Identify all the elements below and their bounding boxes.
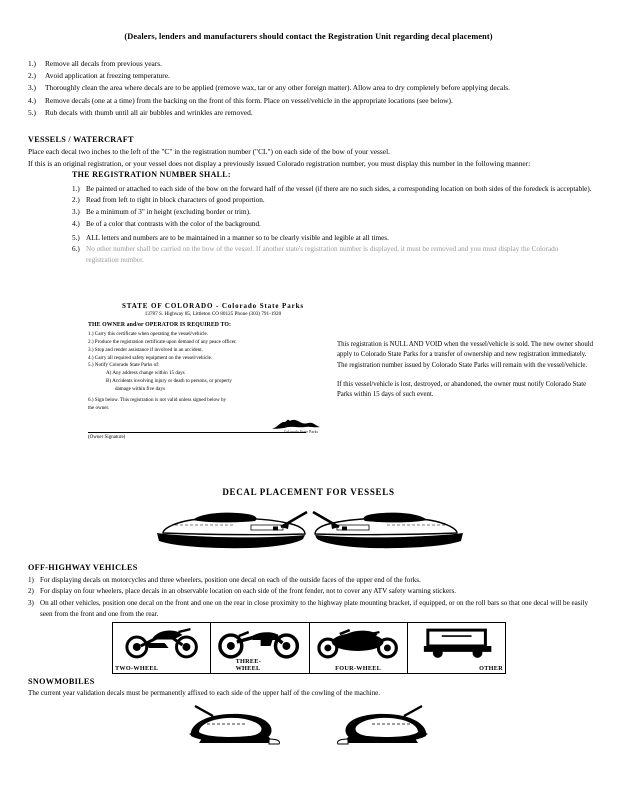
item-number: 2.): [72, 196, 80, 205]
vessels-paragraph-1: Place each decal two inches to the left of the "C" in the registration number ("CL") on each side of the bow of your vessel.: [28, 146, 390, 156]
list-item-sub-b: B) Accidents involving injury or death to persons, or property: [106, 378, 232, 384]
vehicle-category-other: [408, 623, 505, 673]
item-text: Read from left to right in block characters of good proportion.: [86, 196, 265, 205]
vehicle-category-label: TWO-WHEEL: [115, 665, 159, 672]
list-item-sub-a: A) Any address change within 15 days: [106, 370, 185, 377]
right-notices: [337, 340, 595, 409]
list-item: [28, 598, 594, 620]
list-item: [28, 82, 588, 94]
list-item: 2.) Produce the registration certificate upon demand of any peace officer.: [88, 339, 237, 346]
decal-placement-heading: DECAL PLACEMENT FOR VESSELS: [222, 487, 395, 497]
list-item: [72, 219, 592, 230]
step-number: 5.): [28, 107, 37, 117]
list-item: [72, 184, 592, 195]
off-highway-heading: OFF-HIGHWAY VEHICLES: [28, 563, 138, 572]
list-item: [28, 95, 588, 107]
vehicle-category-four-wheel: [310, 623, 408, 673]
logo-text: Colorado State Parks: [283, 429, 319, 434]
list-item-sub-b-cont: damage within five days: [115, 385, 165, 392]
step-text: Remove decals (one at a time) from the backing on the front of this form. Place on vessel/vehicle in the appropriate locations (see below).: [45, 95, 453, 105]
item-number: 3.): [72, 208, 80, 217]
registration-number-section: [72, 170, 592, 267]
card-title: STATE OF COLORADO - Colorado State Parks: [121, 302, 305, 310]
step-number: 3.): [28, 83, 37, 93]
list-item: [72, 207, 592, 218]
list-item: [72, 233, 592, 244]
item-number: 6.): [72, 245, 80, 254]
boat-diagram-icon: [0, 505, 617, 563]
item-text: On all other vehicles, position one decal on the front and one on the rear in close proximity to the highway plate mounting bracket, if equipped, or on the roll bars so that one decal will be easily seen from the front and one from the rear.: [40, 598, 589, 618]
list-item: [28, 58, 588, 70]
list-item: 1.) Carry this certificate when operating the vessel/vehicle.: [88, 331, 209, 338]
vehicle-category-label: OTHER: [479, 665, 503, 672]
colorado-state-parks-logo: [270, 418, 332, 434]
item-text: Be of a color that contrasts with the color of the background.: [86, 219, 261, 228]
vessels-paragraph-2: If this is an original registration, or your vessel does not display a previously issued Colorado registration number, you must display this number in the following manner:: [28, 158, 531, 168]
step-text: Remove all decals from previous years.: [45, 59, 162, 68]
vessel-illustrations: [0, 505, 617, 563]
item-text: Be a minimum of 3" in height (excluding border or trim).: [86, 208, 251, 217]
card-sign-note: 6.) Sign below. This registration is not valid unless signed below by: [88, 397, 227, 404]
step-number: 1.): [28, 59, 37, 68]
item-number: 3): [28, 598, 34, 607]
item-number: 5.): [72, 233, 80, 242]
card-required-heading: THE OWNER and/or OPERATOR IS REQUIRED TO:: [88, 322, 232, 329]
utility-vehicle-icon: [408, 626, 505, 660]
step-number: 2.): [28, 71, 37, 81]
card-address: 13787 S. Highway 85, Littleton CO 80125 Phone (303) 791-1920: [144, 311, 282, 318]
list-item: [28, 107, 588, 119]
item-text: For displaying decals on motorcycles and three wheelers, position one decal on each of the outside faces of the upper end of the forks.: [40, 576, 421, 584]
notice-null-and-void: This registration is NULL AND VOID when the vessel/vehicle is sold. The new owner should apply to Colorado State Parks for a transfer of ownership and new registration immediately. The registration number issued by Colorado State Parks will remain with the vessel/vehicle.: [337, 341, 594, 369]
step-text: Rub decals with thumb until all air bubbles and wrinkles are removed.: [45, 107, 253, 117]
step-text: Thoroughly clean the area where decals are to be applied (remove wax, tar or any other foreign matter). Allow area to dry completely before applying decals.: [45, 83, 511, 93]
vehicle-category-label: THREE-WHEEL: [235, 658, 262, 672]
snowmobile-diagram-icon: [0, 700, 617, 762]
vehicle-category-label: FOUR-WHEEL: [335, 665, 382, 672]
list-item: 3.) Stop and render assistance if involved in an accident.: [88, 346, 203, 353]
list-item: 5.) Notify Colorado State Parks of:: [88, 362, 160, 369]
notice-lost-destroyed: If this vessel/vehicle is lost, destroyed, or abandoned, the owner must notify Colorado State Parks within 15 days of such event.: [337, 380, 587, 399]
vessels-section: [28, 134, 588, 169]
off-highway-section: [28, 562, 594, 620]
snowmobile-illustrations: [0, 700, 617, 762]
vehicle-category-three-wheel: [211, 623, 309, 673]
list-item: [28, 586, 594, 597]
list-item: [28, 575, 594, 586]
item-text: For display on four wheelers, place decals in an observable location on each side of the front fender, not to cover any ATV safety warning stickers.: [40, 587, 457, 596]
item-number: 4.): [72, 219, 80, 228]
vehicle-category-table: [112, 622, 506, 674]
signature-label: (Owner Signature): [88, 434, 126, 440]
card-requirements-list: [88, 331, 338, 412]
vessels-heading: VESSELS / WATERCRAFT: [28, 135, 134, 144]
motorcycle-icon: [113, 626, 210, 660]
step-text: Avoid application at freezing temperature.: [45, 71, 170, 81]
item-text: Be painted or attached to each side of the bow on the forward half of the vessel (if there are no such sides, a corresponding location on both sides of the foredeck is acceptable).: [86, 184, 592, 193]
item-text: ALL letters and numbers are to be maintained in a manner so to be clearly visible and legible at all times.: [86, 233, 389, 242]
header-note: (Dealers, lenders and manufacturers should contact the Registration Unit regarding decal placement): [124, 32, 493, 41]
list-item: 4.) Carry all required safety equipment on the vessel/vehicle.: [88, 354, 213, 361]
registration-number-title: THE REGISTRATION NUMBER SHALL:: [72, 170, 231, 179]
list-item: [28, 70, 588, 82]
card-sign-note-cont: the owner.: [88, 405, 110, 411]
item-number: 1.): [72, 184, 80, 193]
step-number: 4.): [28, 95, 37, 105]
mountain-logo-icon: [270, 418, 322, 430]
atv-icon: [310, 626, 407, 660]
item-text: No other number shall be carried on the bow of the vessel. If another state's registration number is displayed, it must be removed and you must display the Colorado registration number.: [86, 245, 559, 264]
snowmobiles-text: The current year validation decals must be permanently affixed to each side of the upper half of the cowling of the machine.: [28, 689, 381, 697]
snowmobiles-section: [28, 676, 594, 699]
list-item: [72, 244, 592, 265]
decal-steps-list: [28, 58, 588, 119]
item-number: 2): [28, 587, 34, 596]
snowmobiles-heading: SNOWMOBILES: [28, 677, 95, 686]
item-number: 1): [28, 576, 34, 584]
list-item: [72, 195, 592, 206]
signature-area: [88, 429, 338, 440]
three-wheeler-icon: [211, 626, 308, 660]
vehicle-category-two-wheel: [113, 623, 211, 673]
registration-certificate-card: [88, 303, 338, 413]
